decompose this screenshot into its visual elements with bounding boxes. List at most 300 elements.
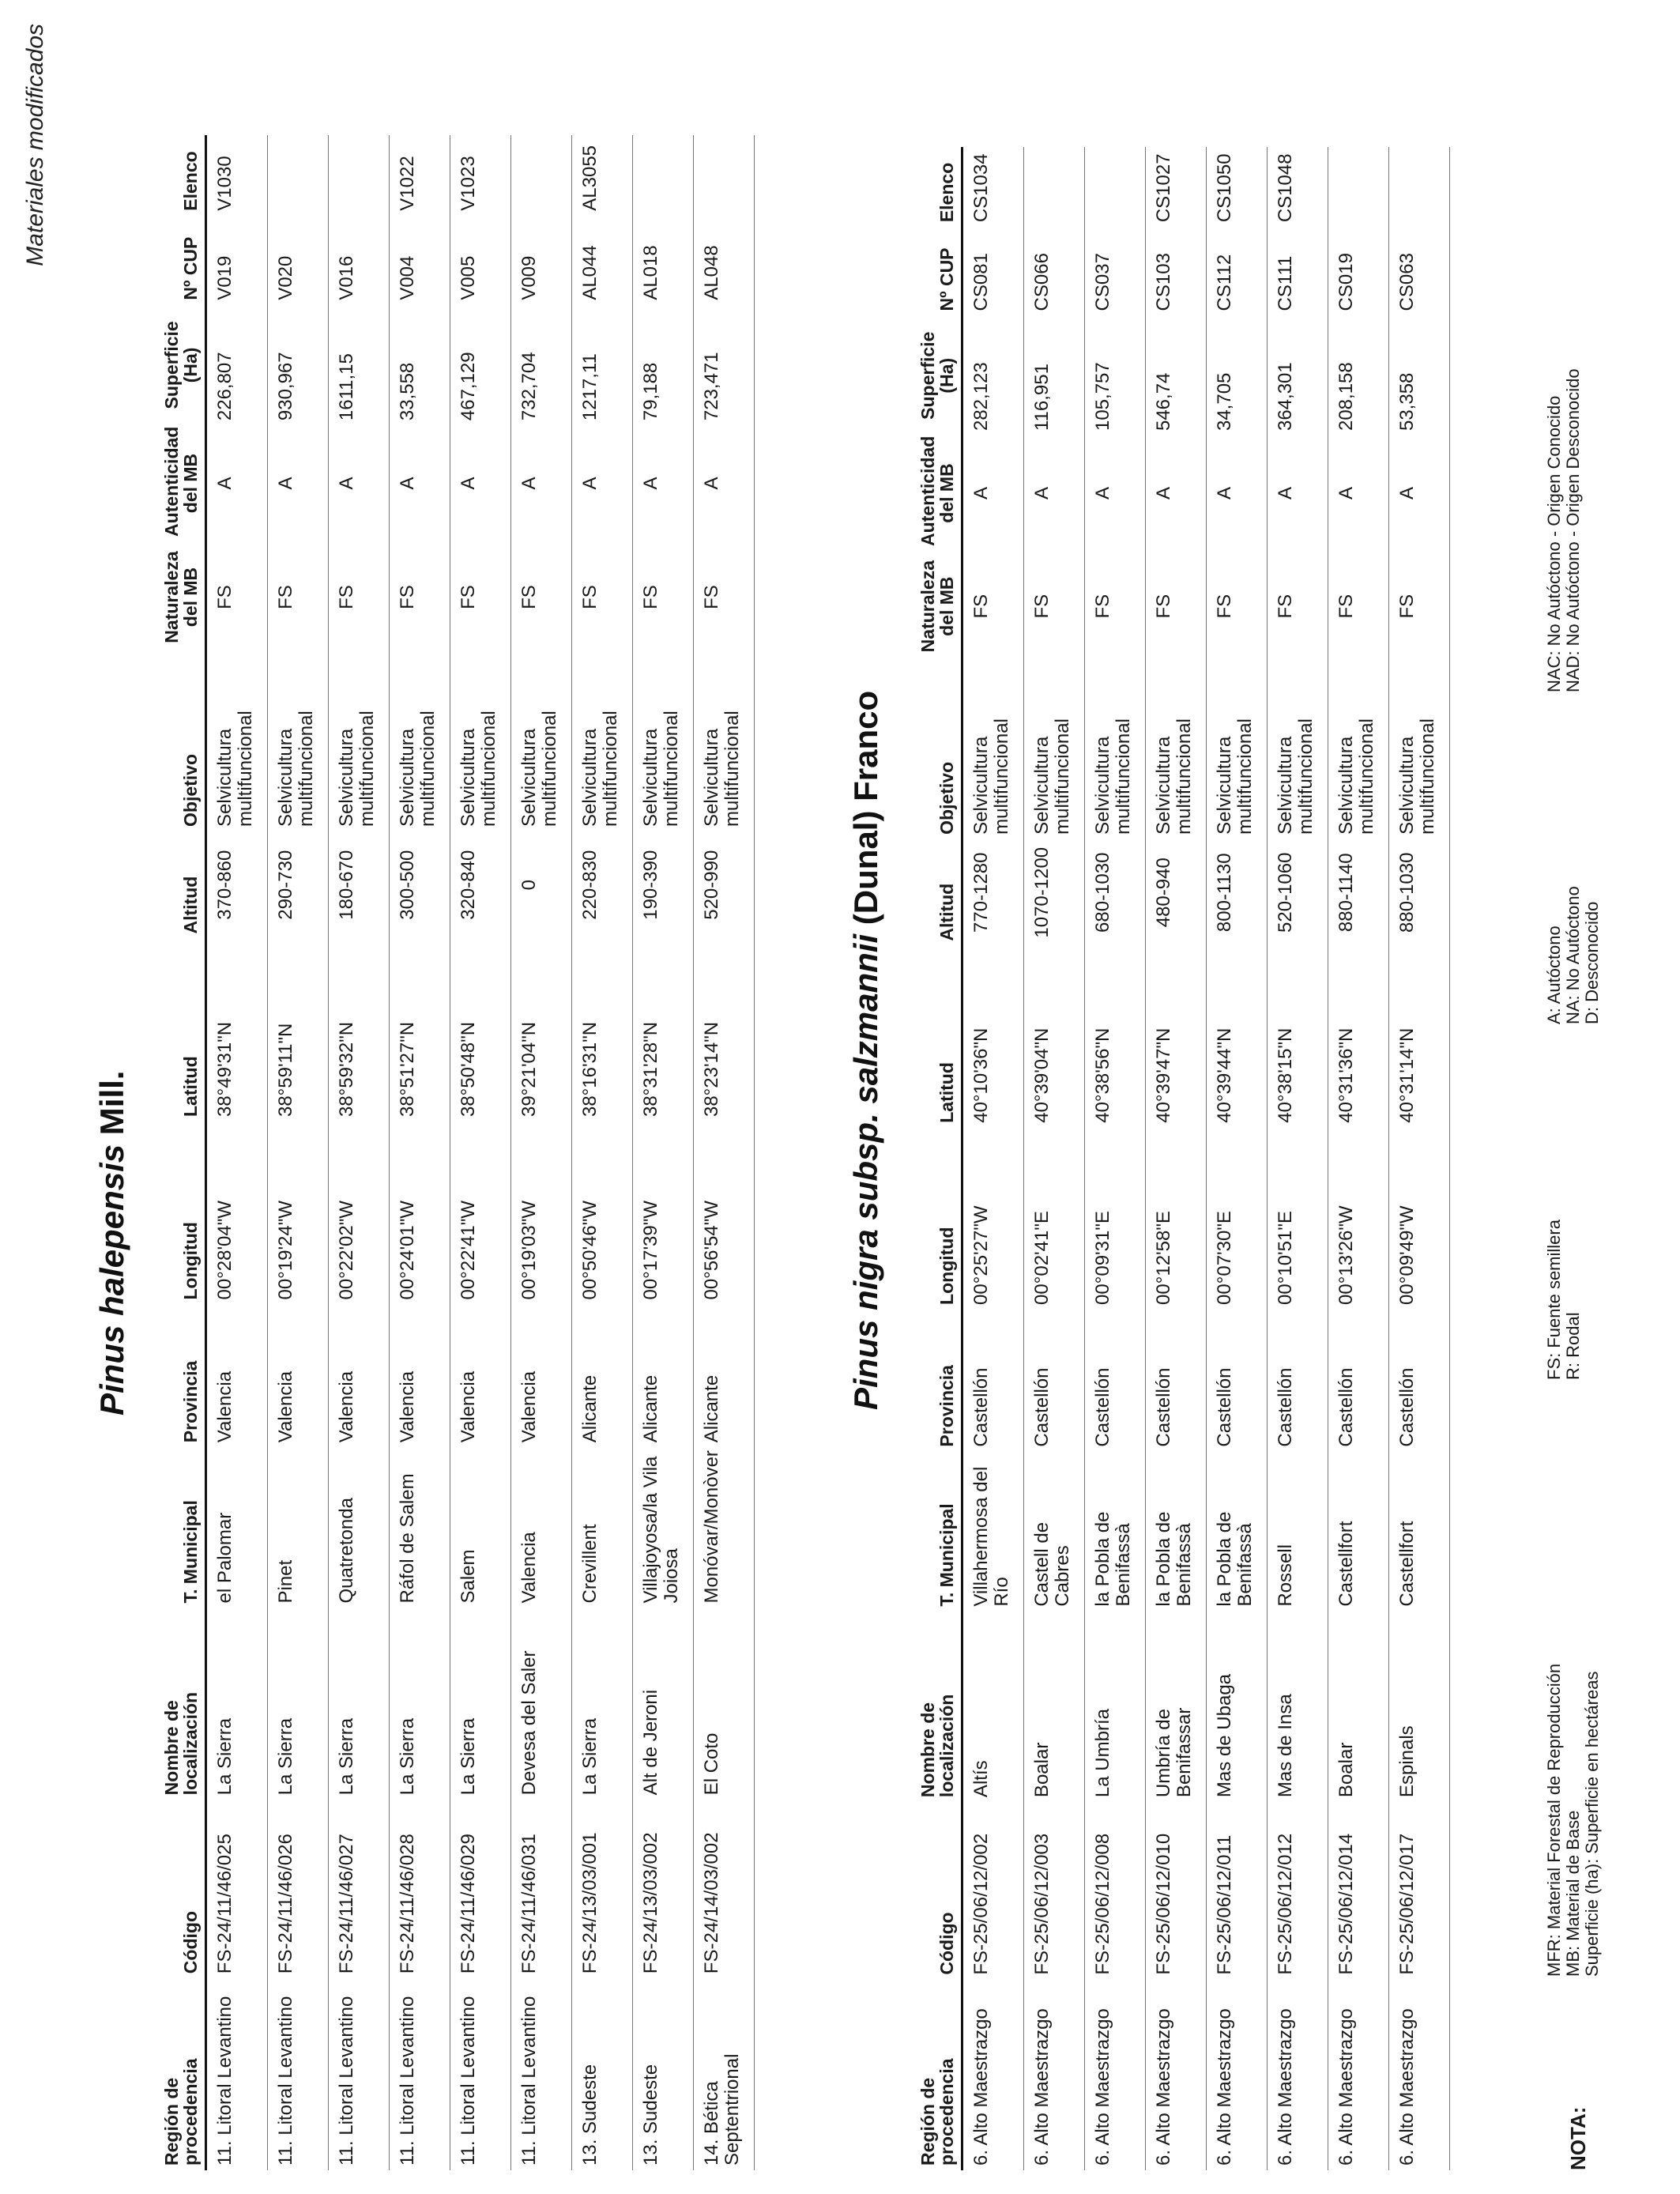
table-cell: CS112 — [1207, 227, 1268, 315]
species-name: Pinus nigra subsp. salzmannii — [847, 933, 884, 1410]
table-cell: Selvicultura multifuncional — [1268, 662, 1328, 839]
table-cell: CS1027 — [1146, 147, 1207, 227]
table-cell: 11. Litoral Levantino — [268, 1978, 329, 2170]
column-header: Nombre de localización — [162, 1608, 206, 1800]
table-cell: 00°22'41"W — [450, 1122, 511, 1305]
table-cell: 40°31'14"N — [1389, 946, 1450, 1128]
species-author: (Dunal) Franco — [847, 690, 884, 925]
table-cell: 930,967 — [268, 305, 329, 425]
table-cell: Selvicultura multifuncional — [694, 653, 755, 831]
column-header: Nombre de localización — [918, 1612, 962, 1802]
table-cell: FS-24/13/03/002 — [633, 1800, 694, 1978]
table-cell: Mas de Ubaga — [1207, 1612, 1268, 1802]
column-header: Elenco — [162, 135, 206, 216]
note-line: NA: No Autóctono — [1563, 886, 1583, 1024]
column-header: Región de procedencia — [918, 1980, 962, 2170]
table-cell: A — [694, 425, 755, 541]
table-cell — [1085, 147, 1146, 227]
table-cell: 0 — [511, 831, 572, 939]
table-cell: 13. Sudeste — [572, 1978, 633, 2170]
table-cell: FS — [1268, 551, 1328, 662]
column-header: Elenco — [918, 147, 962, 227]
table-cell: Selvicultura multifuncional — [1207, 662, 1268, 839]
table-cell: Valencia — [390, 1305, 450, 1448]
table-cell: 00°28'04"W — [206, 1122, 268, 1305]
column-header: Objetivo — [918, 662, 962, 839]
table-cell: A — [511, 425, 572, 541]
table-cell: CS019 — [1328, 227, 1389, 315]
table-cell: Villahermosa del Río — [962, 1452, 1024, 1612]
table-cell: 11. Litoral Levantino — [390, 1978, 450, 2170]
table-cell: 00°25'27"W — [962, 1128, 1024, 1310]
table-cell: FS — [450, 541, 511, 653]
note-line: R: Rodal — [1563, 1312, 1583, 1380]
table-cell: 40°39'04"N — [1024, 946, 1085, 1128]
table-cell: Devesa del Saler — [511, 1608, 572, 1800]
table-row — [511, 135, 572, 2170]
table-row — [694, 135, 755, 2170]
table-cell: FS — [1389, 551, 1450, 662]
table-cell: 1611,15 — [329, 305, 390, 425]
halepensis-table — [162, 135, 755, 2170]
table-cell: Alicante — [694, 1305, 755, 1448]
table-row — [329, 135, 390, 2170]
table-cell — [1328, 147, 1389, 227]
table-cell: 00°02'41"E — [1024, 1128, 1085, 1310]
column-header: Objetivo — [162, 653, 206, 831]
table-row — [633, 135, 694, 2170]
column-header: Nº CUP — [918, 227, 962, 315]
table-cell: 00°10'51"E — [1268, 1128, 1328, 1310]
table-cell: 290-730 — [268, 831, 329, 939]
table-cell: FS — [1085, 551, 1146, 662]
notes-col-2 — [1545, 1220, 1583, 1380]
table-cell — [1389, 147, 1450, 227]
column-header: Naturaleza del MB — [162, 541, 206, 653]
table-cell: AL048 — [694, 216, 755, 305]
notes-col-1 — [1545, 1664, 1602, 1977]
table-cell: 13. Sudeste — [633, 1978, 694, 2170]
table-cell: 38°31'28"N — [633, 939, 694, 1122]
section-title-nigra — [847, 691, 885, 1410]
table-cell: Castellón — [1389, 1310, 1450, 1452]
table-cell: 520-990 — [694, 831, 755, 939]
table-cell: La Sierra — [329, 1608, 390, 1800]
table-header-row — [918, 147, 962, 2170]
table-cell: Castellón — [1328, 1310, 1389, 1452]
table-cell: FS — [511, 541, 572, 653]
table-cell: Valencia — [206, 1305, 268, 1448]
table-cell: Selvicultura multifuncional — [633, 653, 694, 831]
table-cell — [1024, 147, 1085, 227]
table-cell: 38°23'14"N — [694, 939, 755, 1122]
table-cell: 11. Litoral Levantino — [206, 1978, 268, 2170]
table-cell: 40°38'15"N — [1268, 946, 1328, 1128]
table-cell: CS063 — [1389, 227, 1450, 315]
table-cell: el Palomar — [206, 1447, 268, 1608]
table-cell: Castellfort — [1328, 1452, 1389, 1612]
table-cell: V016 — [329, 216, 390, 305]
table-cell: 320-840 — [450, 831, 511, 939]
table-cell: FS-25/06/12/011 — [1207, 1802, 1268, 1980]
table-cell: Castellfort — [1389, 1452, 1450, 1612]
table-cell: 6. Alto Maestrazgo — [1207, 1980, 1268, 2170]
table-cell: Monóvar/Monòver — [694, 1447, 755, 1608]
table-cell: 732,704 — [511, 305, 572, 425]
section-title-halepensis — [93, 1071, 131, 1416]
notes — [1545, 36, 1656, 2170]
column-header: Nº CUP — [162, 216, 206, 305]
table-cell: 116,951 — [1024, 315, 1085, 435]
species-name: Pinus halepensis — [93, 1144, 130, 1416]
table-cell: FS-24/14/03/002 — [694, 1800, 755, 1978]
table-cell: El Coto — [694, 1608, 755, 1800]
table-cell: FS — [633, 541, 694, 653]
table-cell: 79,188 — [633, 305, 694, 425]
table-cell: V009 — [511, 216, 572, 305]
column-header: Provincia — [918, 1310, 962, 1452]
table-cell: Selvicultura multifuncional — [268, 653, 329, 831]
table-cell: FS — [390, 541, 450, 653]
table-cell: 00°09'31"E — [1085, 1128, 1146, 1310]
table-cell: CS1050 — [1207, 147, 1268, 227]
table-cell: FS-24/13/03/001 — [572, 1800, 633, 1978]
table-row — [1085, 147, 1146, 2170]
table-cell: 00°50'46"W — [572, 1122, 633, 1305]
column-header: Código — [162, 1800, 206, 1978]
table-cell: A — [1268, 435, 1328, 551]
table-cell: FS — [1207, 551, 1268, 662]
note-line: MFR: Material Forestal de Reproducción — [1544, 1663, 1564, 1977]
page-header: Materiales modificados — [22, 24, 48, 266]
table-cell: FS — [268, 541, 329, 653]
table-cell: FS-24/11/46/031 — [511, 1800, 572, 1978]
column-header: Provincia — [162, 1305, 206, 1448]
table-cell: Selvicultura multifuncional — [1085, 662, 1146, 839]
table-cell: 208,158 — [1328, 315, 1389, 435]
nigra-table — [918, 147, 1450, 2170]
table-row — [1024, 147, 1085, 2170]
table-row — [1268, 147, 1328, 2170]
table-cell: Selvicultura multifuncional — [1389, 662, 1450, 839]
note-line: NAD: No Autóctono - Origen Desconocido — [1563, 368, 1583, 692]
table-cell: Selvicultura multifuncional — [390, 653, 450, 831]
table-cell: Valencia — [450, 1305, 511, 1448]
table-cell: FS-25/06/12/008 — [1085, 1802, 1146, 1980]
table-row — [268, 135, 329, 2170]
table-cell: A — [1389, 435, 1450, 551]
table-cell: 11. Litoral Levantino — [511, 1978, 572, 2170]
table-cell: FS-24/11/46/025 — [206, 1800, 268, 1978]
table-cell: Umbría de Benifassar — [1146, 1612, 1207, 1802]
table-cell: 11. Litoral Levantino — [329, 1978, 390, 2170]
table-cell: A — [1207, 435, 1268, 551]
table-cell: CS037 — [1085, 227, 1146, 315]
table-cell: Selvicultura multifuncional — [1328, 662, 1389, 839]
table-cell: Valencia — [511, 1447, 572, 1608]
table-cell: V005 — [450, 216, 511, 305]
table-cell: Castellón — [962, 1310, 1024, 1452]
column-header: Latitud — [918, 946, 962, 1128]
column-header: Altitud — [918, 839, 962, 946]
table-cell: Villajoyosa/la Vila Joiosa — [633, 1447, 694, 1608]
table-cell: 40°10'36"N — [962, 946, 1024, 1128]
table-cell: Quatretonda — [329, 1447, 390, 1608]
table-cell: 6. Alto Maestrazgo — [1085, 1980, 1146, 2170]
table-cell: 364,301 — [1268, 315, 1328, 435]
table-cell: Castellón — [1024, 1310, 1085, 1452]
table-cell: FS-25/06/12/010 — [1146, 1802, 1207, 1980]
table-cell: FS-25/06/12/014 — [1328, 1802, 1389, 1980]
table-cell: A — [962, 435, 1024, 551]
table-cell: A — [1085, 435, 1146, 551]
note-line: MB: Material de Base — [1563, 1810, 1583, 1977]
note-line: A: Autóctono — [1544, 925, 1564, 1024]
table-cell: Crevillent — [572, 1447, 633, 1608]
notes-col-3 — [1545, 886, 1602, 1024]
table-cell: 6. Alto Maestrazgo — [1328, 1980, 1389, 2170]
table-cell: 14. Bética Septentrional — [694, 1978, 755, 2170]
table-cell: 00°09'49"W — [1389, 1128, 1450, 1310]
column-header: Longitud — [162, 1122, 206, 1305]
table-cell: 226,807 — [206, 305, 268, 425]
table-cell: 6. Alto Maestrazgo — [1024, 1980, 1085, 2170]
table-cell: Alt de Jeroni — [633, 1608, 694, 1800]
table-cell: 480-940 — [1146, 839, 1207, 946]
table-cell: CS066 — [1024, 227, 1085, 315]
table-cell: 1217,11 — [572, 305, 633, 425]
table-cell: 300-500 — [390, 831, 450, 939]
table-cell: V019 — [206, 216, 268, 305]
table-cell: A — [390, 425, 450, 541]
table-cell: 180-670 — [329, 831, 390, 939]
table-cell: Rossell — [1268, 1452, 1328, 1612]
table-cell: Boalar — [1328, 1612, 1389, 1802]
table-cell: 11. Litoral Levantino — [450, 1978, 511, 2170]
table-cell: V004 — [390, 216, 450, 305]
table-cell: 282,123 — [962, 315, 1024, 435]
table-cell: 880-1030 — [1389, 839, 1450, 946]
table-cell — [633, 135, 694, 216]
table-cell: 800-1130 — [1207, 839, 1268, 946]
table-cell: La Umbría — [1085, 1612, 1146, 1802]
table-row — [572, 135, 633, 2170]
table-cell: 723,471 — [694, 305, 755, 425]
table-cell: Espinals — [1389, 1612, 1450, 1802]
note-line: NAC: No Autóctono - Origen Conocido — [1544, 395, 1564, 692]
table-cell: FS-25/06/12/017 — [1389, 1802, 1450, 1980]
table-cell: Selvicultura multifuncional — [450, 653, 511, 831]
table-cell: Castellón — [1268, 1310, 1328, 1452]
table-cell: V1023 — [450, 135, 511, 216]
table-cell: 38°49'31"N — [206, 939, 268, 1122]
table-cell: 1070-1200 — [1024, 839, 1085, 946]
table-cell: FS-24/11/46/026 — [268, 1800, 329, 1978]
table-cell: Ráfol de Salem — [390, 1447, 450, 1608]
table-cell: la Pobla de Benifassà — [1085, 1452, 1146, 1612]
table-row — [390, 135, 450, 2170]
note-line: Superficie (ha): Superficie en hectáreas — [1582, 1671, 1602, 1977]
table-cell: Castell de Cabres — [1024, 1452, 1085, 1612]
table-cell: Selvicultura multifuncional — [572, 653, 633, 831]
table-cell: 38°50'48"N — [450, 939, 511, 1122]
table-cell: 40°31'36"N — [1328, 946, 1389, 1128]
table-cell: A — [268, 425, 329, 541]
column-header: Autenticidad del MB — [918, 435, 962, 551]
table-cell: 467,129 — [450, 305, 511, 425]
table-cell: 53,358 — [1389, 315, 1450, 435]
table-cell: Alicante — [633, 1305, 694, 1448]
table-cell: CS111 — [1268, 227, 1328, 315]
table-cell: A — [1146, 435, 1207, 551]
table-cell: Salem — [450, 1447, 511, 1608]
table-cell: Valencia — [329, 1305, 390, 1448]
table-cell: la Pobla de Benifassà — [1146, 1452, 1207, 1612]
table-cell: La Sierra — [450, 1608, 511, 1800]
table-cell — [511, 135, 572, 216]
table-cell: Castellón — [1207, 1310, 1268, 1452]
column-header: Código — [918, 1802, 962, 1980]
table-cell: 00°22'02"W — [329, 1122, 390, 1305]
table-cell: la Pobla de Benifassà — [1207, 1452, 1268, 1612]
table-cell: Selvicultura multifuncional — [511, 653, 572, 831]
table-cell: FS-25/06/12/003 — [1024, 1802, 1085, 1980]
table-cell: Selvicultura multifuncional — [962, 662, 1024, 839]
note-line: FS: Fuente semillera — [1544, 1220, 1564, 1380]
table-cell: A — [450, 425, 511, 541]
table-cell: Castellón — [1085, 1310, 1146, 1452]
table-cell: Castellón — [1146, 1310, 1207, 1452]
table-cell: FS — [1328, 551, 1389, 662]
column-header: Longitud — [918, 1128, 962, 1310]
table-row — [1328, 147, 1389, 2170]
table-cell: V020 — [268, 216, 329, 305]
table-cell: FS — [1024, 551, 1085, 662]
table-cell: Mas de Insa — [1268, 1612, 1328, 1802]
column-header: T. Municipal — [918, 1452, 962, 1612]
table-row — [1146, 147, 1207, 2170]
table-cell: Selvicultura multifuncional — [1146, 662, 1207, 839]
table-cell: 38°59'11"N — [268, 939, 329, 1122]
table-cell: 6. Alto Maestrazgo — [962, 1980, 1024, 2170]
table-cell: 770-1280 — [962, 839, 1024, 946]
table-cell: 546,74 — [1146, 315, 1207, 435]
table-cell: A — [329, 425, 390, 541]
table-cell: V1022 — [390, 135, 450, 216]
table-cell: CS1034 — [962, 147, 1024, 227]
species-author: Mill. — [93, 1070, 130, 1136]
table-cell — [329, 135, 390, 216]
notes-col-4 — [1545, 368, 1583, 692]
table-cell: FS-25/06/12/002 — [962, 1802, 1024, 1980]
note-line: D: Desconocido — [1582, 901, 1602, 1024]
table-cell: CS081 — [962, 227, 1024, 315]
table-cell: V1030 — [206, 135, 268, 216]
table-cell: 00°24'01"W — [390, 1122, 450, 1305]
table-cell: A — [1024, 435, 1085, 551]
table-cell: 38°51'27"N — [390, 939, 450, 1122]
table-cell: 00°13'26"W — [1328, 1128, 1389, 1310]
table-cell: 520-1060 — [1268, 839, 1328, 946]
table-row — [962, 147, 1024, 2170]
table-cell: FS — [572, 541, 633, 653]
table-cell: A — [572, 425, 633, 541]
table-cell: FS — [329, 541, 390, 653]
table-cell: A — [206, 425, 268, 541]
table-cell: AL3055 — [572, 135, 633, 216]
table-cell: 6. Alto Maestrazgo — [1146, 1980, 1207, 2170]
column-header: Región de procedencia — [162, 1978, 206, 2170]
table-cell: Alicante — [572, 1305, 633, 1448]
table-cell: FS — [962, 551, 1024, 662]
table-cell: 34,705 — [1207, 315, 1268, 435]
column-header: Superficie (Ha) — [162, 305, 206, 425]
table-cell: AL018 — [633, 216, 694, 305]
table-cell: 00°19'24"W — [268, 1122, 329, 1305]
table-cell: FS-24/11/46/027 — [329, 1800, 390, 1978]
table-row — [450, 135, 511, 2170]
table-cell: 38°16'31"N — [572, 939, 633, 1122]
table-cell: A — [1328, 435, 1389, 551]
table-cell: FS-24/11/46/028 — [390, 1800, 450, 1978]
table-cell: 370-860 — [206, 831, 268, 939]
table-cell: FS — [206, 541, 268, 653]
table-cell: Selvicultura multifuncional — [329, 653, 390, 831]
table-cell: 00°56'54"W — [694, 1122, 755, 1305]
table-row — [1207, 147, 1268, 2170]
table-cell: FS — [1146, 551, 1207, 662]
table-cell: 00°07'30"E — [1207, 1128, 1268, 1310]
table-cell: FS-25/06/12/012 — [1268, 1802, 1328, 1980]
column-header: Naturaleza del MB — [918, 551, 962, 662]
table-cell: 38°59'32"N — [329, 939, 390, 1122]
notes-label: NOTA: — [1566, 2106, 1590, 2170]
table-cell: FS — [694, 541, 755, 653]
table-cell: CS1048 — [1268, 147, 1328, 227]
table-cell: 880-1140 — [1328, 839, 1389, 946]
table-cell: AL044 — [572, 216, 633, 305]
table-cell: Boalar — [1024, 1612, 1085, 1802]
table-cell: 00°17'39"W — [633, 1122, 694, 1305]
table-header-row — [162, 135, 206, 2170]
column-header: Altitud — [162, 831, 206, 939]
column-header: Latitud — [162, 939, 206, 1122]
table-cell: A — [633, 425, 694, 541]
table-cell: 40°39'47"N — [1146, 946, 1207, 1128]
table-cell: 6. Alto Maestrazgo — [1268, 1980, 1328, 2170]
table-cell: 105,757 — [1085, 315, 1146, 435]
table-cell: FS-24/11/46/029 — [450, 1800, 511, 1978]
table-cell — [268, 135, 329, 216]
table-cell: Valencia — [511, 1305, 572, 1448]
table-cell: 33,558 — [390, 305, 450, 425]
table-cell: Selvicultura multifuncional — [1024, 662, 1085, 839]
table-cell: La Sierra — [268, 1608, 329, 1800]
table-cell: Altís — [962, 1612, 1024, 1802]
table-row — [1389, 147, 1450, 2170]
table-cell: Pinet — [268, 1447, 329, 1608]
table-cell: 00°12'58"E — [1146, 1128, 1207, 1310]
column-header: Superficie (Ha) — [918, 315, 962, 435]
table-cell: 00°19'03"W — [511, 1122, 572, 1305]
table-cell: Selvicultura multifuncional — [206, 653, 268, 831]
table-cell: 220-830 — [572, 831, 633, 939]
column-header: T. Municipal — [162, 1447, 206, 1608]
table-cell: La Sierra — [572, 1608, 633, 1800]
table-cell: 6. Alto Maestrazgo — [1389, 1980, 1450, 2170]
table-cell: 39°21'04"N — [511, 939, 572, 1122]
table-cell: Valencia — [268, 1305, 329, 1448]
